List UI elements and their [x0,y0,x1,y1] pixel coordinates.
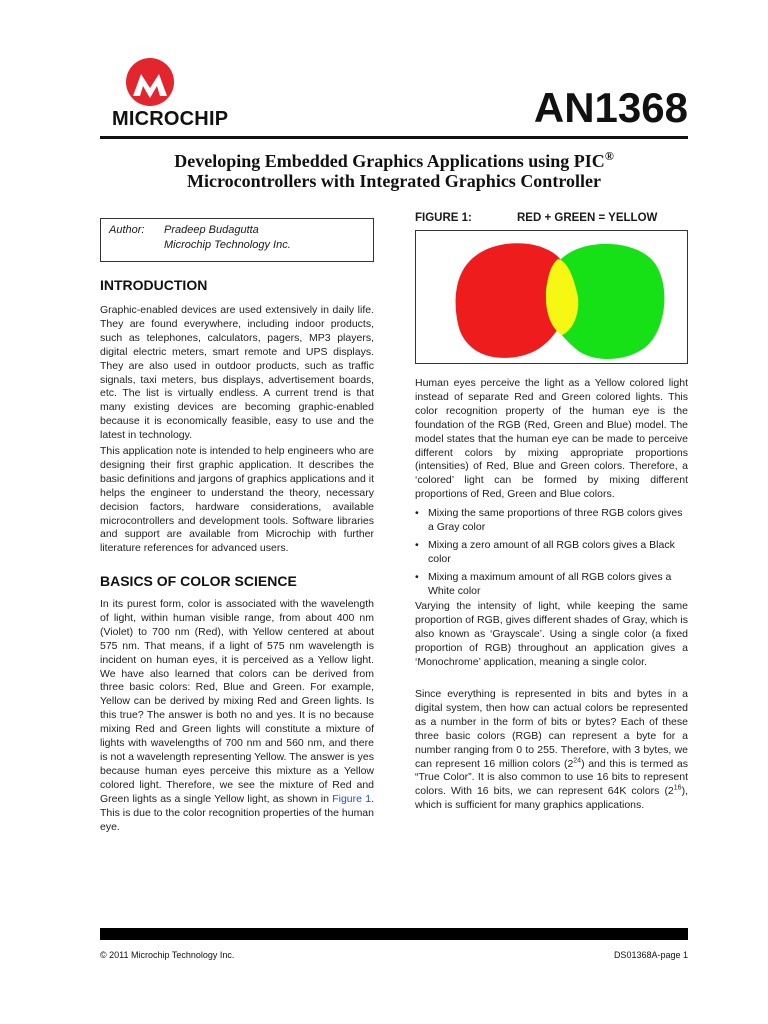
exponent-24: 24 [573,757,582,765]
intro-paragraph-2: This application note is intended to help engineers who are designing their first graphic application. It describes the basic definitions and jargons of graphics applications and it helps the engineer to understand the theory, necessary decision factors, hardware considerations, available microcontrollers and development tools. Software libraries and support are available from Microchip with further literature references for advanced users. [100,445,374,555]
list-item: • Mixing a maximum amount of all RGB colors gives a White color [415,570,672,597]
figure-title: RED + GREEN = YELLOW [517,212,658,224]
brand-name: MICROCHIP [112,108,229,130]
author-name: Pradeep Budagutta [164,224,259,236]
author-label: Author: [109,224,145,236]
intro-heading: INTRODUCTION [100,277,208,293]
bullet-icon: • [415,538,419,551]
intro-paragraph-1: Graphic-enabled devices are used extensively in daily life. They are found everywhere, including indoor products, such as telephones, calculators, pagers, MP3 players, digital electric meters, smart remote and UPS displays. They are also used in outdoor products, such as traffic signals, taxi meters, bus displays, advertisement boards, etc. The list is virtually endless. A current trend is that many existing devices are becoming graphic-enabled because it is economically feasible, easy to use and the latest in technology. [100,304,374,442]
page-number: DS01368A-page 1 [613,950,688,960]
list-item: • Mixing a zero amount of all RGB colors gives a Black color [415,538,675,565]
footer-rule [100,928,688,940]
microchip-emblem-icon [100,58,250,108]
title-line-1: Developing Embedded Graphics Applications using PIC® [174,149,614,171]
figure-1-link[interactable]: Figure 1 [332,792,372,805]
bullet-icon: • [415,570,419,583]
document-number: AN1368 [533,84,688,131]
color-mixing-image [416,231,689,365]
header-rule [100,136,688,139]
author-box [100,218,374,262]
grayscale-paragraph: Varying the intensity of light, while keeping the same proportion of RGB, gives different shades of Gray, which is also known as ‘Grayscale’. Using a single color (a fixed proportion of RGB) throughout an application gives a ‘Monochrome’ application, meaning a single color. [415,600,688,668]
basics-heading: BASICS OF COLOR SCIENCE [100,573,297,589]
figure-1 [415,230,688,364]
copyright: © 2011 Microchip Technology Inc. [100,950,235,960]
figure-number: FIGURE 1: [415,212,472,224]
rgb-bullet-list [415,507,688,602]
rgb-paragraph-1: Human eyes perceive the light as a Yellow colored light instead of separate Red and Green colored lights. This color recognition property of the human eye is the foundation of the RGB (Red, Green and Blue) model. The model states that the human eye can be made to perceive different colors by mixing appropriate proportions (intensities) of Red, Blue and Green colors. Therefore, a ‘colored’ light can be formed by mixing different proportions of Red, Green and Blue colors. [415,377,688,501]
registered-mark: ® [604,149,614,163]
title-line-2: Microcontrollers with Integrated Graphics Controller [187,171,601,191]
document-title [100,146,688,191]
microchip-logo [100,58,250,138]
exponent-16: 16 [673,784,682,792]
bullet-icon: • [415,507,419,519]
author-company: Microchip Technology Inc. [164,239,291,251]
basics-paragraph: In its purest form, color is associated with the wavelength of light, within human visible range, from about 400 nm (Violet) to 700 nm (Red), with Yellow centered at about 575 nm. That means, if a light of 575 nm wavelength is incident on human eyes, it is perceived as a Yellow light. We have also learned that colors can be derived from three basic colors: Red, Blue and Green. For example, Yellow can be derived by mixing Red and Green lights. Is this true? The answer is both no and yes. It is no because mixing Red and Green lights will constitute a mixture of lights with wavelengths of 700 nm and 560 nm, and there is not a wavelength representing Yellow. The answer is yes because human eyes perceive this mixture as a Yellow colored light. Therefore, we see the mixture of Red and Green lights as a single Yellow light, as shown in Figure 1. This is due to the color recognition properties of the human eye. [100,598,374,833]
bits-paragraph: Since everything is represented in bits and bytes in a digital system, then how can actual colors be represented as a number in the form of bits or bytes? Each of these three basic colors (RGB) can represent a byte for a number ranging from 0 to 255. Therefore, with 3 bytes, we can represent 16 million colors $(2^{24})$ and this is termed as “True Color”. It is also common to use 16 bits to represent colors. With 16 bits, we can represent 64K colors $(2^{16})$, which is sufficient for many graphics applications. [415,688,688,812]
list-item: • Mixing the same proportions of three RGB colors gives a Gray color [415,507,683,533]
